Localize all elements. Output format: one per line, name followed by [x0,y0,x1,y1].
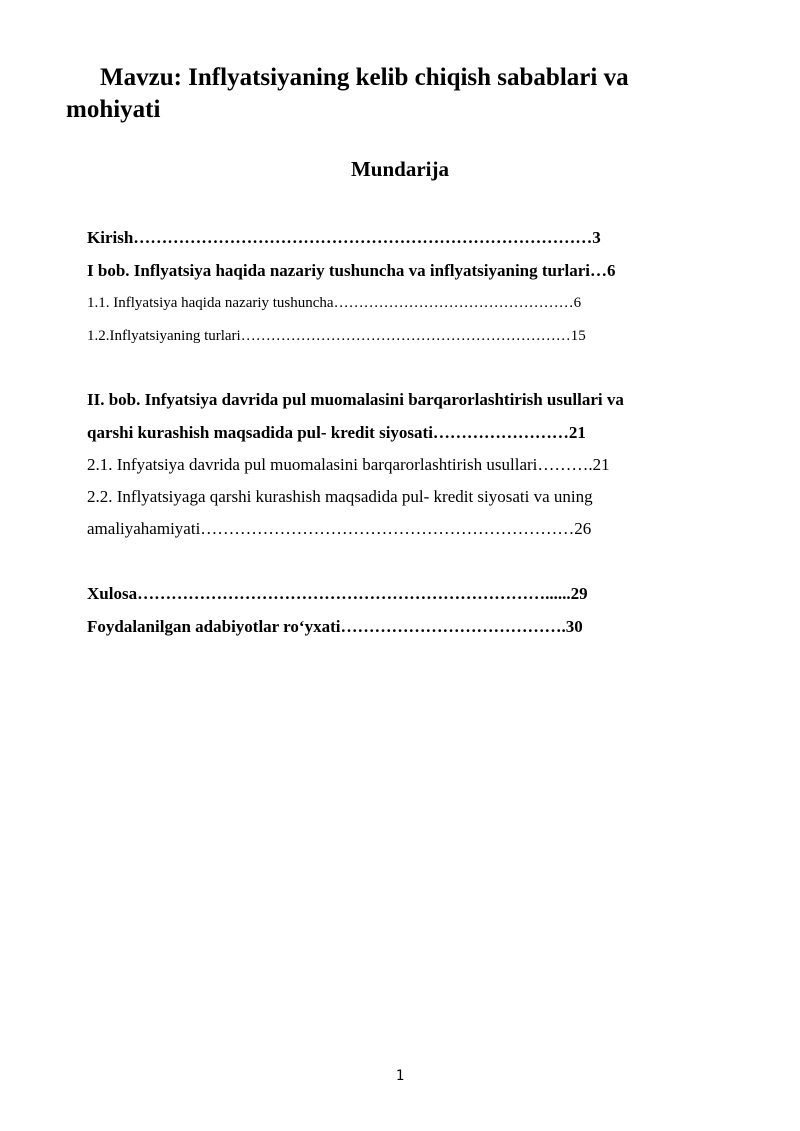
toc-entry-adabiyotlar: Foydalanilgan adabiyotlar ro‘yxati………………………………….30 [87,617,583,636]
toc-heading: Mundarija [350,157,449,181]
toc-entry-xulosa: Xulosa………………………………………………………………......29 [87,584,588,603]
page-number: 1 [395,1068,405,1084]
toc-entry-2-2-line-1: 2.2. Inflyatsiyaga qarshi kurashish maqsadida pul- kredit siyosati va uning [87,487,593,506]
toc-entry-2-2-line-2: amaliyahamiyati…………………………………………………………26 [87,519,592,538]
toc-entry-kirish: Kirish………………………………………………………………………3 [87,228,601,247]
toc-entry-1-1: 1.1. Inflyatsiya haqida nazariy tushuncha…………………………………………6 [87,295,582,311]
toc-entry-chapter-2-line-2: qarshi kurashish maqsadida pul- kredit siyosati……………………21 [87,423,586,442]
toc-entry-chapter-2-line-1: II. bob. Infyatsiya davrida pul muomalasini barqarorlashtirish usullari va [87,390,624,409]
document-title: Mavzu: Inflyatsiyaning kelib chiqish sabablari va mohiyati [66,64,629,123]
toc-entry-2-1: 2.1. Infyatsiya davrida pul muomalasini barqarorlashtirish usullari……….21 [87,455,610,474]
toc-entry-chapter-1: I bob. Inflyatsiya haqida nazariy tushuncha va inflyatsiyaning turlari…6 [87,261,616,280]
toc-entry-1-2: 1.2.Inflyatsiyaning turlari…………………………………………………………15 [87,328,586,344]
